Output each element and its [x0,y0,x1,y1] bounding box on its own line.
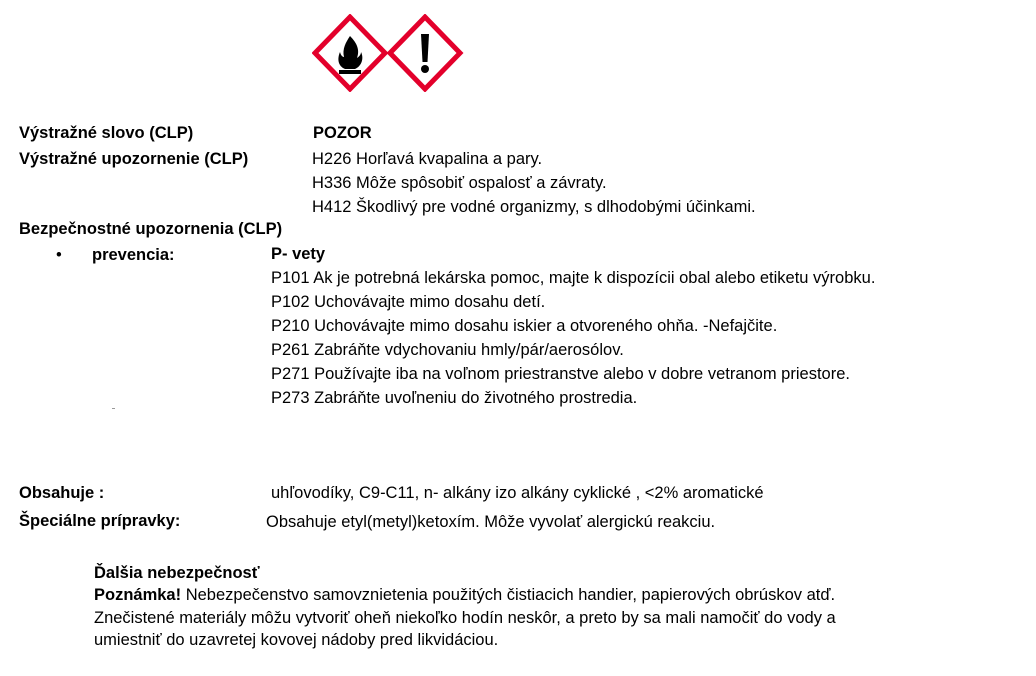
hazard-statement-h412: H412 Škodlivý pre vodné organizmy, s dlhodobými účinkami. [312,198,756,216]
p-statement-p271: P271 Používajte iba na voľnom priestranstve alebo v dobre vetranom priestore. [271,365,850,383]
exclamation-icon [421,34,429,73]
p-statement-p273: P273 Zabráňte uvoľneniu do životného prostredia. [271,389,638,407]
exclamation-pictogram [390,17,460,89]
p-statement-p101: P101 Ak je potrebná lekárska pomoc, majte k dispozícii obal alebo etiketu výrobku. [271,269,876,287]
ghs-pictograms [312,14,464,92]
prevention-label: prevencia: [92,246,175,264]
p-statement-p261: P261 Zabráňte vdychovaniu hmly/pár/aerosólov. [271,341,624,359]
note-line-3: umiestniť do uzavretej kovovej nádoby pred likvidáciou. [94,631,499,649]
special-preparations-value: Obsahuje etyl(metyl)ketoxím. Môže vyvolať alergickú reakciu. [266,513,716,531]
contains-label: Obsahuje : [19,484,105,502]
signal-word-label: Výstražné slovo (CLP) [19,124,194,142]
special-preparations-label: Špeciálne prípravky: [19,512,181,530]
bullet: • [56,246,62,264]
note-line [94,585,835,605]
p-statement-p210: P210 Uchovávajte mimo dosahu iskier a otvoreného ohňa. -Nefajčite. [271,317,778,335]
stray-mark [112,408,115,409]
other-hazard-heading: Ďalšia nebezpečnosť [94,564,260,582]
flame-pictogram [315,17,385,89]
note-text: Nebezpečenstvo samovznietenia použitých čistiacich handier, papierových obrúskov atď. [181,586,836,604]
p-statement-p102: P102 Uchovávajte mimo dosahu detí. [271,293,546,311]
note-line-2: Znečistené materiály môžu vytvoriť oheň niekoľko hodín neskôr, a preto by sa mali namočiť do vody a [94,609,836,627]
hazard-statements-label: Výstražné upozornenie (CLP) [19,150,249,168]
contains-value: uhľovodíky, C9-C11, n- alkány izo alkány cyklické , <2% aromatické [271,484,764,502]
hazard-statement-h336: H336 Môže spôsobiť ospalosť a závraty. [312,174,607,192]
precautionary-heading: Bezpečnostné upozornenia (CLP) [19,220,283,238]
note-label: Poznámka! [94,586,182,604]
signal-word-value: POZOR [313,124,372,142]
p-statements-subheading: P- vety [271,245,326,263]
hazard-statement-h226: H226 Horľavá kvapalina a pary. [312,150,543,168]
